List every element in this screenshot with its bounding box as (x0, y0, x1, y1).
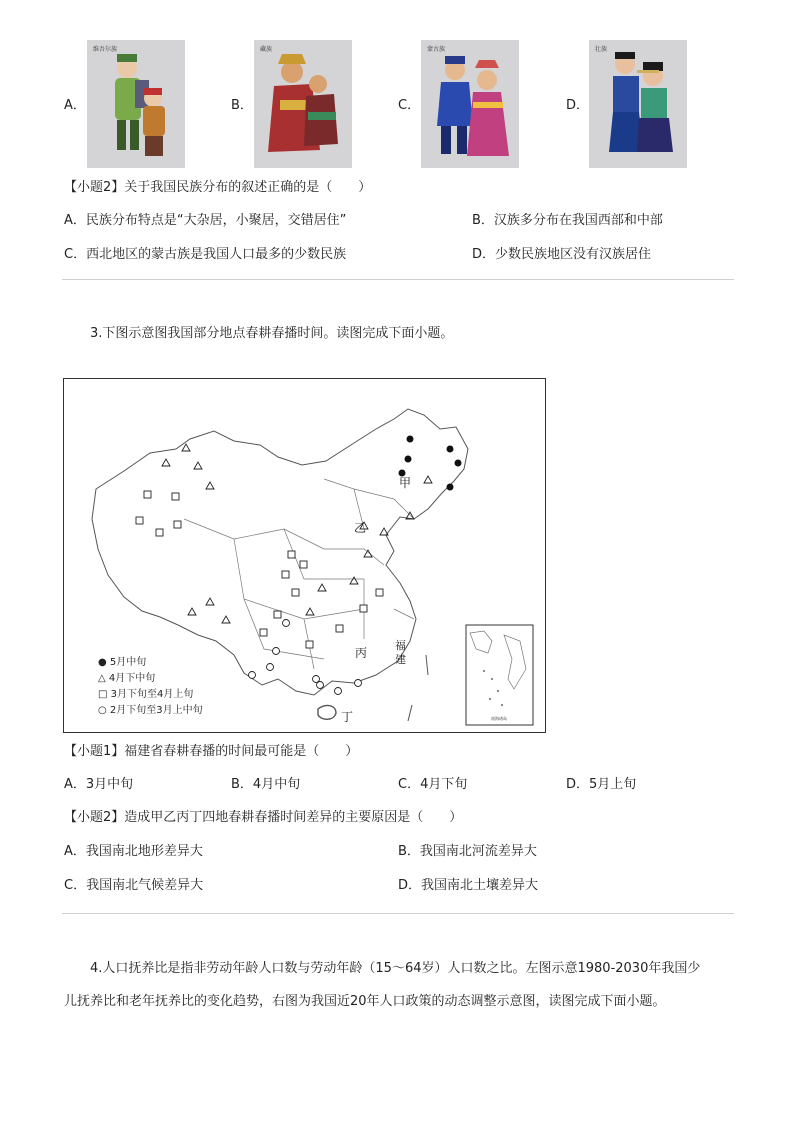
label-yi: 乙 (354, 521, 367, 535)
south-china-sea-inset (466, 625, 533, 725)
divider (62, 913, 734, 914)
q3-sub1-option-a[interactable]: A．3月中旬 (64, 777, 134, 792)
prev-sub2-stem: 【小题2】关于我国民族分布的叙述正确的是（ ） (64, 180, 372, 195)
option-a-caption: 维吾尔族 (93, 46, 118, 53)
mongolian-figures-illustration (421, 40, 519, 168)
uyghur-figures-illustration (87, 40, 185, 168)
prev-sub2-option-d[interactable]: D．少数民族地区没有汉族居住 (472, 247, 652, 262)
legend-item-may-mid: ● 5月中旬 (98, 657, 147, 668)
q3-sub1-option-b[interactable]: B．4月中旬 (231, 777, 301, 792)
q3-sub2-option-b[interactable]: B．我国南北河流差异大 (398, 844, 537, 859)
label-bing: 丙 (355, 646, 368, 660)
prev-sub2-option-c[interactable]: C．西北地区的蒙古族是我国人口最多的少数民族 (64, 247, 347, 262)
option-c-caption: 蒙古族 (427, 46, 446, 53)
q3-intro: 3.下图示意图我国部分地点春耕春播时间。读图完成下面小题。 (90, 326, 454, 341)
option-d-caption: 壮族 (595, 46, 608, 53)
q3-sub1-option-d[interactable]: D．5月上旬 (566, 777, 637, 792)
q3-sub2-stem: 【小题2】造成甲乙丙丁四地春耕春播时间差异的主要原因是（ ） (64, 810, 463, 825)
prev-sub2-option-a[interactable]: A．民族分布特点是“大杂居，小聚居，交错居住” (64, 213, 347, 228)
q3-sub1-stem: 【小题1】福建省春耕春播的时间最可能是（ ） (64, 744, 359, 759)
zhuang-figures-illustration (589, 40, 687, 168)
inset-caption: 南海诸岛 (491, 716, 507, 721)
legend-item-april: △ 4月下中旬 (98, 673, 156, 684)
q3-sub1-option-c[interactable]: C．4月下旬 (398, 777, 468, 792)
option-b-image[interactable] (254, 40, 352, 168)
q3-sub2-option-c[interactable]: C．我国南北气候差异大 (64, 878, 204, 893)
label-fu: 福 (395, 639, 406, 652)
label-jia: 甲 (399, 476, 412, 490)
q3-sub2-option-d[interactable]: D．我国南北土壤差异大 (398, 878, 539, 893)
option-a-letter[interactable]: A． (64, 98, 86, 113)
prev-sub2-option-b[interactable]: B．汉族多分布在我国西部和中部 (472, 213, 663, 228)
divider (62, 279, 734, 280)
option-a-image[interactable] (87, 40, 185, 168)
q4-line-2: 儿抚养比和老年抚养比的变化趋势，右图为我国近20年人口政策的动态调整示意图，读图完成下面小题。 (64, 994, 666, 1009)
option-d-letter[interactable]: D． (566, 98, 590, 113)
option-c-image[interactable] (421, 40, 519, 168)
label-jian: 建 (395, 653, 406, 666)
option-d-image[interactable] (589, 40, 687, 168)
spring-sowing-map (63, 378, 546, 733)
tibetan-figures-illustration (254, 40, 352, 168)
q4-line-1: 4.人口抚养比是指非劳动年龄人口数与劳动年龄（15～64岁）人口数之比。左图示意1980-2030年我国少 (90, 961, 701, 976)
option-c-letter[interactable]: C． (398, 98, 421, 113)
late-march-early-april-markers (136, 491, 383, 648)
label-ding: 丁 (341, 710, 354, 724)
map-legend (98, 655, 203, 719)
legend-item-march-april: □ 3月下旬至4月上旬 (98, 689, 194, 700)
q3-sub2-option-a[interactable]: A．我国南北地形差异大 (64, 844, 203, 859)
option-b-letter[interactable]: B． (231, 98, 253, 113)
legend-item-feb-march: ○ 2月下旬至3月上中旬 (98, 705, 203, 716)
option-b-caption: 藏族 (260, 46, 273, 53)
